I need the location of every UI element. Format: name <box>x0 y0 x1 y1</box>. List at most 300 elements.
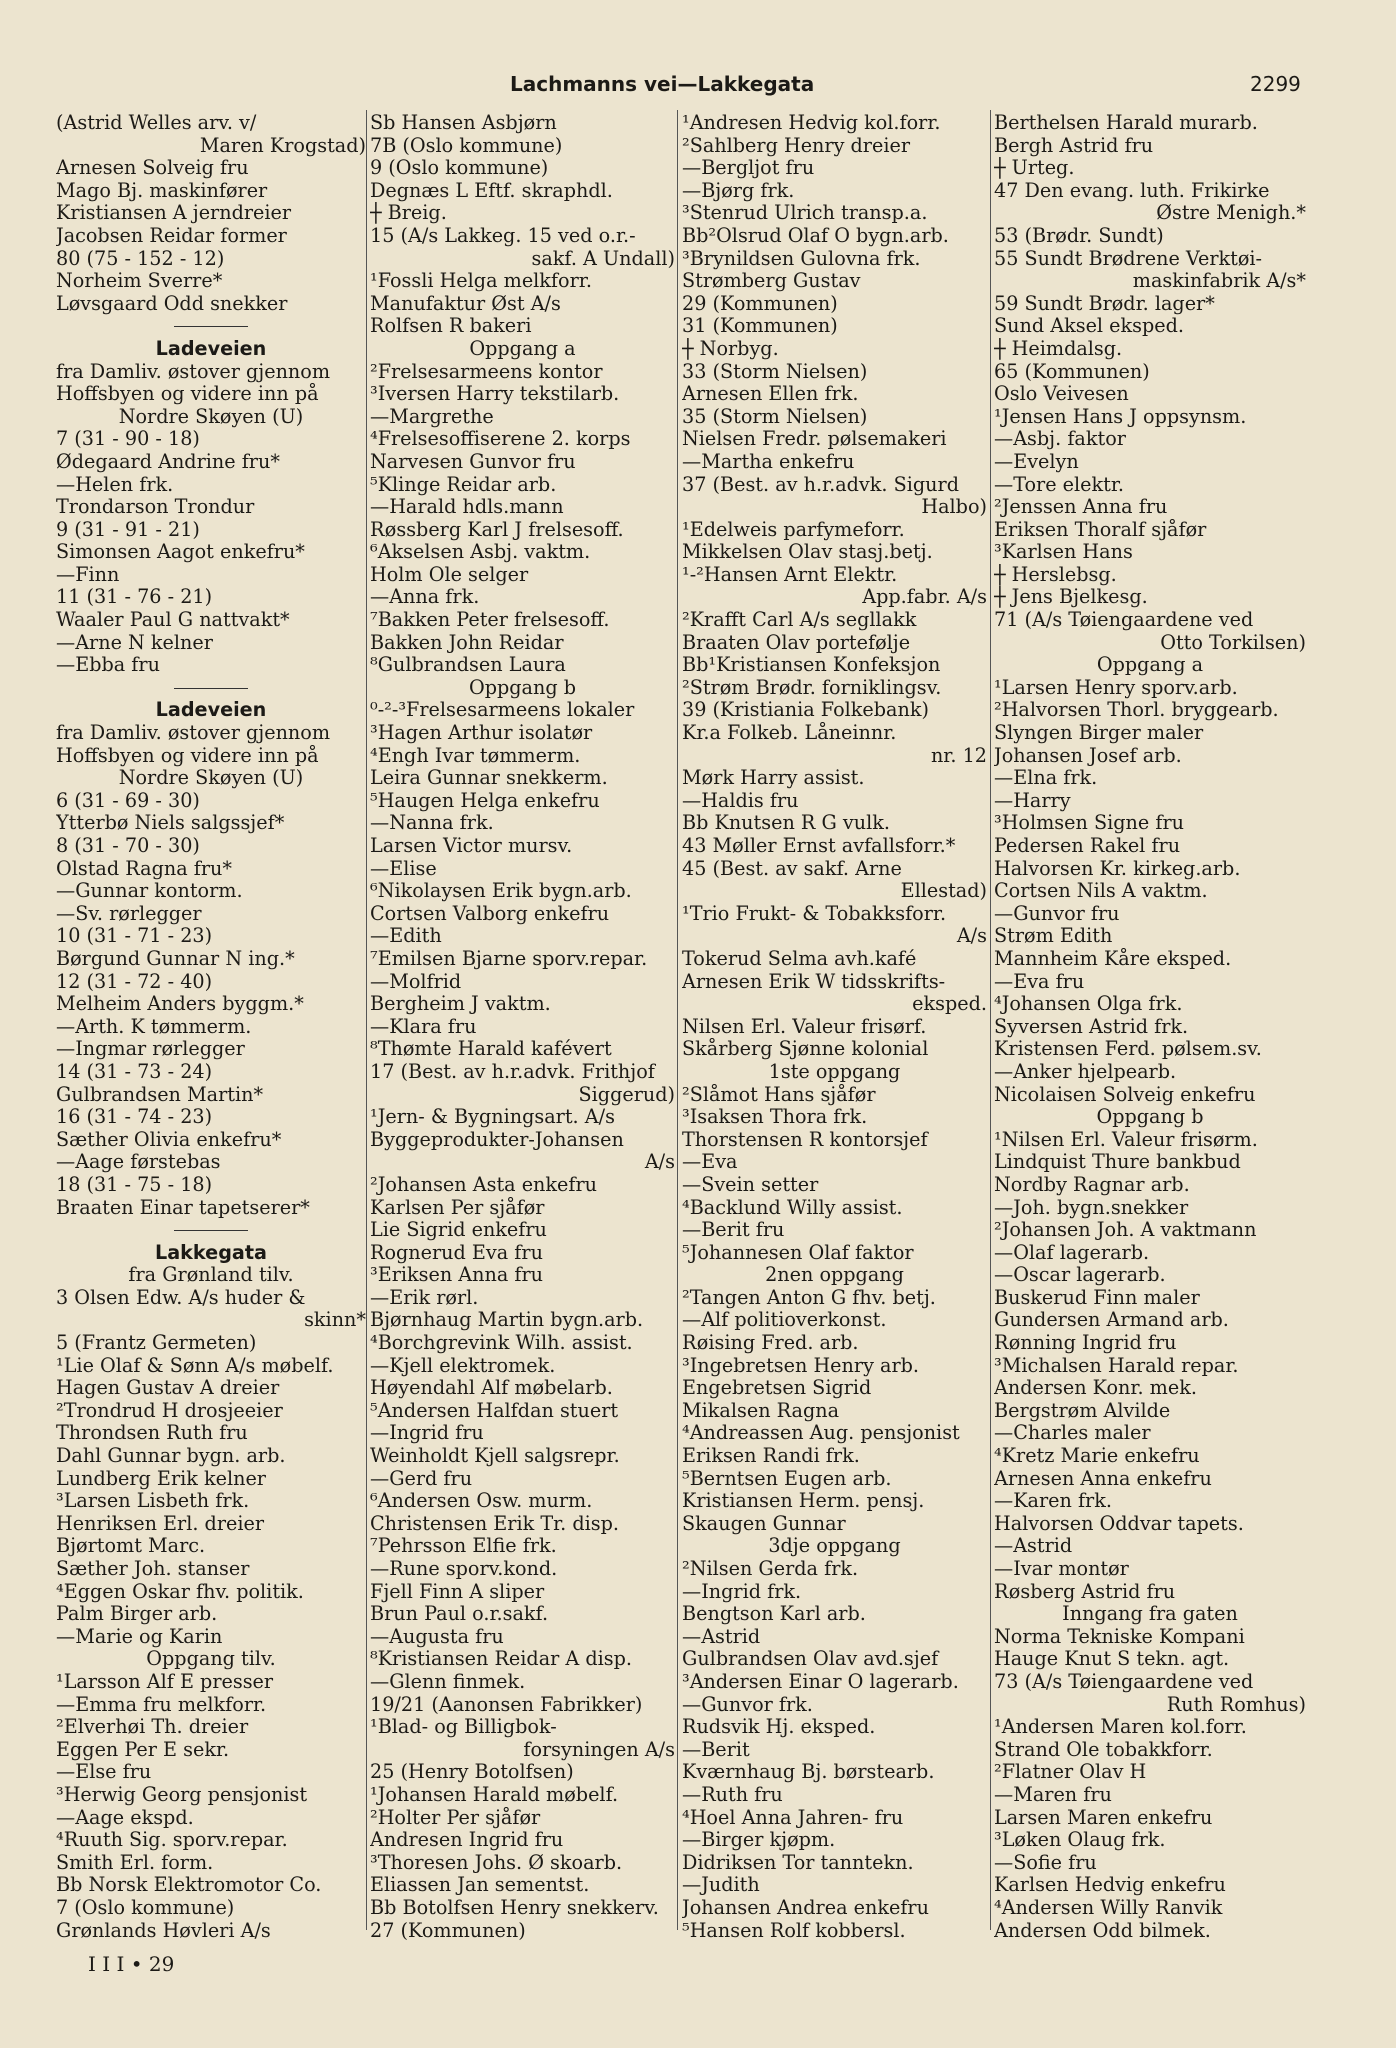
directory-line: —Oscar lagerarb. <box>994 1264 1166 1287</box>
directory-line: ³Brynildsen Gulovna frk. <box>682 247 921 270</box>
directory-line: skinn* <box>304 1309 366 1332</box>
directory-line: eksped. <box>912 993 987 1016</box>
directory-line: Christensen Erik Tr. disp. <box>370 1512 620 1535</box>
directory-line: —Marie og Karin <box>56 1625 223 1648</box>
directory-line: —Erik rørl. <box>370 1286 479 1309</box>
directory-line: ⁴Andersen Willy Ranvik <box>994 1896 1223 1919</box>
directory-line: ³Michalsen Harald repar. <box>994 1354 1239 1377</box>
directory-line: A/s <box>644 1151 675 1174</box>
directory-column-1 <box>56 112 366 1942</box>
directory-line: Trondarson Trondur <box>56 496 255 519</box>
directory-line: Røsberg Astrid fru <box>994 1580 1176 1603</box>
directory-line: —Joh. bygn.snekker <box>994 1196 1189 1219</box>
directory-line: 8 (31 - 70 - 30) <box>56 835 200 857</box>
directory-line: ³Iversen Harry tekstilarb. <box>370 383 620 406</box>
directory-line: 35 (Storm Nielsen) <box>682 405 868 428</box>
directory-line: Arnesen Erik W tidsskrifts- <box>682 970 946 993</box>
directory-line: Ødegaard Andrine fru* <box>56 450 280 473</box>
directory-line: ²Trondrud H drosjeeier <box>56 1399 283 1422</box>
directory-line: ⁴Eggen Oskar fhv. politik. <box>56 1580 304 1603</box>
directory-line: Larsen Maren enkefru <box>994 1806 1213 1829</box>
directory-line: Melheim Anders byggm.* <box>56 993 304 1016</box>
directory-line: Bb Botolfsen Henry snekkerv. <box>370 1896 659 1919</box>
directory-line: ┼ Norbyg. <box>682 337 779 360</box>
directory-line: —Harry <box>994 789 1071 812</box>
directory-line: Røising Fred. arb. <box>682 1332 859 1355</box>
directory-line: Arnesen Anna enkefru <box>994 1467 1212 1490</box>
directory-line: ¹Jern- & Bygningsart. A/s <box>370 1106 615 1129</box>
directory-line: —Ivar montør <box>994 1558 1129 1580</box>
directory-line: Weinholdt Kjell salgsrepr. <box>370 1445 620 1468</box>
directory-line: ²Flatner Olav H <box>994 1761 1147 1784</box>
directory-line: —Nanna frk. <box>370 812 494 835</box>
directory-line: ¹Andersen Maren kol.forr. <box>994 1716 1247 1739</box>
directory-line: ³Stenrud Ulrich transp.a. <box>682 202 928 225</box>
column-divider <box>366 110 367 1930</box>
directory-line: Bb¹Kristiansen Konfeksjon <box>682 654 941 677</box>
directory-line: ┼ Herslebsg. <box>994 563 1117 586</box>
directory-line: Bb²Olsrud Olaf O bygn.arb. <box>682 224 949 247</box>
directory-line: Bjørtomt Marc. <box>56 1535 206 1558</box>
directory-line: ┼ Breig. <box>370 202 447 225</box>
directory-line: —Elise <box>370 857 437 880</box>
directory-line: ⁴Hoel Anna Jahren- fru <box>682 1806 904 1829</box>
directory-line: 18 (31 - 75 - 18) <box>56 1173 213 1196</box>
directory-line: 15 (A/s Lakkeg. 15 ved o.r.- <box>370 224 636 247</box>
directory-line: Lie Sigrid enkefru <box>370 1219 547 1242</box>
directory-line: ²Tangen Anton G fhv. betj. <box>682 1286 936 1309</box>
directory-line: 11 (31 - 76 - 21) <box>56 586 213 609</box>
directory-line: ³Eriksen Anna fru <box>370 1264 544 1287</box>
directory-line: ⁴Engh Ivar tømmerm. <box>370 744 581 767</box>
directory-line: —Karen frk. <box>994 1490 1112 1513</box>
directory-line: 14 (31 - 73 - 24) <box>56 1060 213 1083</box>
directory-line: Østre Menigh.* <box>1156 202 1306 225</box>
directory-line: Simonsen Aagot enkefru* <box>56 541 305 564</box>
directory-line: Mikalsen Ragna <box>682 1399 840 1422</box>
directory-line: —Helen frk. <box>56 473 174 496</box>
directory-line: ¹Blad- og Billigbok- <box>370 1716 557 1739</box>
directory-line: Syversen Astrid frk. <box>994 1015 1189 1038</box>
directory-line: Byggeprodukter-Johansen <box>370 1128 624 1151</box>
directory-line: Mørk Harry assist. <box>682 767 865 790</box>
directory-line: Nordre Skøyen (U) <box>118 405 304 428</box>
directory-line: ³Thoresen Johs. Ø skoarb. <box>370 1851 623 1874</box>
directory-line: —Eva <box>682 1151 738 1174</box>
directory-line: Andresen Ingrid fru <box>370 1829 564 1852</box>
directory-line: ²Johansen Joh. A vaktmann <box>994 1219 1257 1242</box>
directory-line: App.fabr. A/s <box>862 586 987 609</box>
directory-line: 53 (Brødr. Sundt) <box>994 224 1164 247</box>
directory-line: Oppgang a <box>1096 654 1204 677</box>
directory-line: Maren Krogstad) <box>199 134 366 157</box>
directory-line: Halvorsen Oddvar tapets. <box>994 1512 1244 1535</box>
directory-line: Hoffsbyen og videre inn på <box>56 744 319 767</box>
directory-line: 17 (Best. av h.r.advk. Frithjof <box>370 1060 655 1083</box>
directory-line: ⁴Andreassen Aug. pensjonist <box>682 1422 960 1445</box>
directory-line: —Arth. K tømmerm. <box>56 1015 252 1038</box>
directory-line: 9 (31 - 91 - 21) <box>56 518 200 541</box>
directory-line: 65 (Kommunen) <box>994 360 1150 383</box>
directory-line: 2nen oppgang <box>765 1264 904 1287</box>
column-divider <box>990 110 991 1930</box>
directory-line: Halbo) <box>921 496 987 519</box>
directory-line: ⁵Andersen Halfdan stuert <box>370 1399 619 1422</box>
directory-line: maskinfabrik A/s* <box>1132 270 1306 293</box>
directory-line: Didriksen Tor tanntekn. <box>682 1851 914 1874</box>
directory-line: Narvesen Gunvor fru <box>370 450 576 473</box>
directory-line: Norma Tekniske Kompani <box>994 1625 1245 1648</box>
directory-line: Rudsvik Hj. eksped. <box>682 1716 876 1739</box>
directory-line: 45 (Best. av sakf. Arne <box>682 857 902 880</box>
directory-line: Gulbrandsen Martin* <box>56 1083 264 1106</box>
directory-line: Johansen Josef arb. <box>994 744 1182 767</box>
directory-line: —Alf politioverkonst. <box>682 1309 887 1332</box>
directory-line: —Aage førstebas <box>56 1151 221 1174</box>
directory-line: 25 (Henry Botolfsen) <box>370 1761 574 1784</box>
directory-column-3 <box>682 112 987 1942</box>
directory-line: —Tore elektr. <box>994 473 1125 496</box>
directory-line: Fjell Finn A sliper <box>370 1580 545 1603</box>
directory-line: —Gerd fru <box>370 1467 473 1490</box>
directory-line: ⁵Hansen Rolf kobbersl. <box>682 1919 906 1942</box>
directory-line: Berthelsen Harald murarb. <box>994 112 1258 134</box>
directory-line: 19/21 (Aanonsen Fabrikker) <box>370 1693 643 1716</box>
street-heading: Ladeveien <box>155 337 267 360</box>
directory-line: ⁰-²-³Frelsesarmeens lokaler <box>370 699 635 722</box>
directory-line: —Margrethe <box>370 405 494 428</box>
directory-line: Bakken John Reidar <box>370 631 564 654</box>
directory-line: Oppgang b <box>1096 1106 1204 1129</box>
directory-line: Bb Norsk Elektromotor Co. <box>56 1874 322 1897</box>
directory-line: ⁴Backlund Willy assist. <box>682 1196 903 1219</box>
directory-line: Nilsen Erl. Valeur frisørf. <box>682 1015 927 1038</box>
directory-line: —Charles maler <box>994 1422 1151 1445</box>
directory-line: —Gunvor frk. <box>682 1693 813 1716</box>
directory-line: ┼ Jens Bjelkesg. <box>994 586 1148 609</box>
directory-line: ┼ Urteg. <box>994 157 1075 180</box>
directory-line: Holm Ole selger <box>370 563 529 586</box>
directory-line: —Sofie fru <box>994 1851 1097 1874</box>
directory-line: Rognerud Eva fru <box>370 1241 543 1264</box>
directory-line: ⁶Akselsen Asbj. vaktm. <box>370 541 591 564</box>
directory-line: 16 (31 - 74 - 23) <box>56 1106 213 1129</box>
directory-line: —Gunvor fru <box>994 902 1120 925</box>
directory-line: —Rune sporv.kond. <box>370 1558 558 1580</box>
street-heading: Ladeveien <box>155 699 267 722</box>
directory-line: 7B (Oslo kommune) <box>370 134 563 157</box>
directory-line: 71 (A/s Tøiengaardene ved <box>994 609 1254 632</box>
directory-line: ²Slåmot Hans sjåfør <box>682 1083 876 1106</box>
page-footer: I I I • 29 <box>88 1952 175 1976</box>
directory-line: Rolfsen R bakeri <box>370 315 532 338</box>
directory-line: Lundberg Erik kelner <box>56 1467 266 1490</box>
directory-line: 5 (Frantz Germeten) <box>56 1332 257 1355</box>
street-heading: Lakkegata <box>155 1241 267 1264</box>
directory-line: 29 (Kommunen) <box>682 292 838 315</box>
directory-line: Bb Knutsen R G vulk. <box>682 812 890 835</box>
directory-line: —Bjørg frk. <box>682 179 795 202</box>
directory-line: —Maren fru <box>994 1783 1112 1806</box>
directory-line: Andersen Odd bilmek. <box>994 1919 1211 1942</box>
directory-line: ²Frelsesarmeens kontor <box>370 360 603 383</box>
directory-line: Oppgang tilv. <box>146 1648 276 1671</box>
directory-line: ⁵Johannesen Olaf faktor <box>682 1241 914 1264</box>
directory-line: ¹Larsen Henry sporv.arb. <box>994 676 1238 699</box>
directory-line: Gulbrandsen Olav avd.sjef <box>682 1648 939 1671</box>
directory-line: Bergstrøm Alvilde <box>994 1399 1171 1422</box>
directory-line: Ytterbø Niels salgssjef* <box>56 812 285 835</box>
directory-line: Dahl Gunnar bygn. arb. <box>56 1445 286 1468</box>
directory-line: Braaten Einar tapetserer* <box>56 1196 310 1219</box>
directory-line: Røssberg Karl J frelsesoff. <box>370 518 624 541</box>
directory-line: Skaugen Gunnar <box>682 1512 846 1535</box>
directory-line: 6 (31 - 69 - 30) <box>56 789 200 812</box>
directory-line: Eriksen Thoralf sjåfør <box>994 518 1207 541</box>
directory-line: Halvorsen Kr. kirkeg.arb. <box>994 857 1241 880</box>
directory-line: Kristensen Ferd. pølsem.sv. <box>994 1038 1262 1061</box>
directory-line: Larsen Victor mursv. <box>370 835 573 857</box>
directory-line: ⁸Kristiansen Reidar A disp. <box>370 1648 633 1671</box>
directory-line: sakf. A Undall) <box>531 247 675 270</box>
directory-line: Henriksen Erl. dreier <box>56 1512 265 1535</box>
directory-line: —Edith <box>370 925 442 948</box>
directory-line: Rønning Ingrid fru <box>994 1332 1177 1355</box>
directory-line: Manufaktur Øst A/s <box>370 292 561 315</box>
directory-line: 55 Sundt Brødrene Verktøi- <box>994 247 1263 270</box>
directory-line: Sund Aksel eksped. <box>994 315 1185 338</box>
directory-line: —Ruth fru <box>682 1783 783 1806</box>
directory-line: Gundersen Armand arb. <box>994 1309 1229 1332</box>
directory-line: —Martha enkefru <box>682 450 855 473</box>
directory-line: Strøm Edith <box>994 925 1113 948</box>
directory-line: 33 (Storm Nielsen) <box>682 360 868 383</box>
directory-line: Eriksen Randi frk. <box>682 1445 860 1468</box>
directory-line: 1ste oppgang <box>768 1060 901 1083</box>
directory-line: 7 (Oslo kommune) <box>56 1896 235 1919</box>
directory-line: ⁷Emilsen Bjarne sporv.repar. <box>370 947 648 970</box>
directory-line: ⁴Ruuth Sig. sporv.repar. <box>56 1829 288 1852</box>
directory-line: —Elna frk. <box>994 767 1098 790</box>
directory-line: 7 (31 - 90 - 18) <box>56 428 200 451</box>
directory-line: ¹Johansen Harald møbelf. <box>370 1783 619 1806</box>
directory-line: ¹Andresen Hedvig kol.forr. <box>682 112 941 134</box>
directory-line: —Judith <box>682 1874 760 1897</box>
directory-line: ⁴Borchgrevink Wilh. assist. <box>370 1332 633 1355</box>
directory-line: ³Karlsen Hans <box>994 541 1133 564</box>
directory-line: 10 (31 - 71 - 23) <box>56 925 213 948</box>
directory-line: Oslo Veivesen <box>994 383 1129 406</box>
directory-line: Norheim Sverre* <box>56 270 223 293</box>
directory-line: Løvsgaard Odd snekker <box>56 292 288 315</box>
directory-line: —Ingrid fru <box>370 1422 484 1445</box>
directory-line: —Ingrid frk. <box>682 1580 802 1603</box>
directory-line: Høyendahl Alf møbelarb. <box>370 1377 613 1400</box>
directory-line: —Olaf lagerarb. <box>994 1241 1150 1264</box>
directory-line: ⁵Haugen Helga enkefru <box>370 789 600 812</box>
directory-line: Ellestad) <box>900 880 987 903</box>
directory-line: nr. 12 <box>930 744 987 767</box>
directory-line: A/s <box>956 925 987 948</box>
directory-line: ²Halvorsen Thorl. bryggearb. <box>994 699 1279 722</box>
directory-line: Hauge Knut S tekn. agt. <box>994 1648 1230 1671</box>
directory-line: Bergh Astrid fru <box>994 134 1154 157</box>
directory-line: 27 (Kommunen) <box>370 1919 526 1942</box>
directory-line: Karlsen Hedvig enkefru <box>994 1874 1226 1897</box>
directory-line: fra Grønland tilv. <box>128 1264 294 1287</box>
directory-line: ³Løken Olaug frk. <box>994 1829 1166 1852</box>
directory-line: Mikkelsen Olav stasj.betj. <box>682 541 933 564</box>
directory-line: —Anker hjelpearb. <box>994 1060 1177 1083</box>
directory-line: Nordby Ragnar arb. <box>994 1173 1190 1196</box>
directory-line: Kr.a Folkeb. Låneinnr. <box>682 722 897 745</box>
directory-line: ¹Trio Frukt- & Tobakksforr. <box>682 902 947 925</box>
directory-line: —Evelyn <box>994 450 1079 473</box>
directory-line: Skårberg Sjønne kolonial <box>682 1038 929 1061</box>
directory-line: Otto Torkilsen) <box>1160 631 1306 654</box>
directory-line: ¹-²Hansen Arnt Elektr. <box>682 563 898 586</box>
directory-line: Oppgang a <box>469 337 576 360</box>
directory-line: Buskerud Finn maler <box>994 1286 1200 1309</box>
directory-line: ³Herwig Georg pensjonist <box>56 1783 308 1806</box>
directory-line: Hoffsbyen og videre inn på <box>56 383 319 406</box>
directory-line: Slyngen Birger maler <box>994 722 1204 745</box>
directory-line: Hagen Gustav A dreier <box>56 1377 280 1400</box>
directory-line: ³Andersen Einar O lagerarb. <box>682 1670 959 1693</box>
directory-line: Børgund Gunnar N ing.* <box>56 947 295 970</box>
directory-line: ¹Jensen Hans J oppsynsm. <box>994 405 1247 428</box>
directory-line: Leira Gunnar snekkerm. <box>370 767 608 790</box>
directory-line: Arnesen Ellen frk. <box>682 383 859 406</box>
directory-line: Strømberg Gustav <box>682 270 861 293</box>
directory-line: ¹Edelweis parfymeforr. <box>682 518 905 541</box>
directory-line: Bergheim J vaktm. <box>370 993 551 1016</box>
directory-line: Sæther Olivia enkefru* <box>56 1128 282 1151</box>
directory-line: Inngang fra gaten <box>1062 1603 1238 1626</box>
directory-line: (Astrid Welles arv. v/ <box>56 112 257 134</box>
directory-line: ⁴Frelsesoffiserene 2. korps <box>370 428 631 451</box>
directory-line: —Emma fru melkforr. <box>56 1693 267 1716</box>
directory-line: 12 (31 - 72 - 40) <box>56 970 213 993</box>
directory-line: Jacobsen Reidar former <box>56 224 287 247</box>
directory-line: —Astrid <box>682 1625 761 1648</box>
directory-line: 37 (Best. av h.r.advk. Sigurd <box>682 473 959 496</box>
directory-line: Palm Birger arb. <box>56 1603 218 1626</box>
directory-line: ²Krafft Carl A/s segllakk <box>682 609 917 632</box>
directory-line: ┼ Heimdalsg. <box>994 337 1123 360</box>
directory-line: —Molfrid <box>370 970 462 993</box>
directory-line: Lindquist Thure bankbud <box>994 1151 1241 1174</box>
directory-line: 43 Møller Ernst avfallsforr.* <box>682 835 956 857</box>
directory-line: ⁶Andersen Osw. murm. <box>370 1490 593 1513</box>
directory-line: Tokerud Selma avh.kafé <box>682 947 917 970</box>
directory-line: fra Damliv. østover gjennom <box>56 360 331 383</box>
page-number: 2299 <box>1250 72 1301 96</box>
directory-line: ⁴Johansen Olga frk. <box>994 993 1183 1016</box>
directory-line: —Sv. rørlegger <box>56 902 202 925</box>
directory-line: ³Holmsen Signe fru <box>994 812 1184 835</box>
section-divider <box>56 315 366 338</box>
directory-line: —Svein setter <box>682 1173 819 1196</box>
directory-line: 39 (Kristiania Folkebank) <box>682 699 929 722</box>
directory-line: ¹Nilsen Erl. Valeur frisørm. <box>994 1128 1258 1151</box>
directory-line: ²Nilsen Gerda frk. <box>682 1558 859 1580</box>
directory-line: ⁵Klinge Reidar arb. <box>370 473 557 496</box>
directory-line: Eliassen Jan sementst. <box>370 1874 590 1897</box>
directory-line: Ruth Romhus) <box>1166 1693 1306 1716</box>
directory-line: —Glenn finmek. <box>370 1670 526 1693</box>
directory-line: ⁴Kretz Marie enkefru <box>994 1445 1200 1468</box>
directory-line: Grønlands Høvleri A/s <box>56 1919 271 1942</box>
directory-line: Sb Hansen Asbjørn <box>370 112 557 134</box>
directory-line: —Haldis fru <box>682 789 799 812</box>
column-divider <box>677 110 678 1930</box>
directory-line: —Finn <box>56 563 120 586</box>
directory-line: 9 (Oslo kommune) <box>370 157 549 180</box>
directory-line: —Harald hdls.mann <box>370 496 564 519</box>
directory-line: Sæther Joh. stanser <box>56 1558 250 1580</box>
directory-line: ⁸Gulbrandsen Laura <box>370 654 566 677</box>
directory-line: Engebretsen Sigrid <box>682 1377 872 1400</box>
directory-line: 59 Sundt Brødr. lager* <box>994 292 1215 315</box>
directory-line: Oppgang b <box>468 676 577 699</box>
section-divider <box>56 1219 366 1242</box>
directory-line: Braaten Olav portefølje <box>682 631 911 654</box>
directory-line: 3 Olsen Edw. A/s huder & <box>56 1286 306 1309</box>
directory-line: —Anna frk. <box>370 586 480 609</box>
directory-line: Throndsen Ruth fru <box>56 1422 248 1445</box>
directory-line: Karlsen Per sjåfør <box>370 1196 545 1219</box>
directory-line: —Augusta fru <box>370 1625 504 1648</box>
directory-line: Kristiansen Herm. pensj. <box>682 1490 925 1513</box>
page-title: Lachmanns vei—Lakkegata <box>510 72 815 96</box>
directory-line: ³Hagen Arthur isolatør <box>370 722 593 745</box>
directory-line: Nordre Skøyen (U) <box>118 767 304 790</box>
directory-line: —Aage ekspd. <box>56 1806 194 1829</box>
directory-line: ⁷Pehrsson Elfie frk. <box>370 1535 557 1558</box>
directory-line: 80 (75 - 152 - 12) <box>56 247 225 270</box>
directory-line: Bjørnhaug Martin bygn.arb. <box>370 1309 644 1332</box>
directory-line: Mago Bj. maskinfører <box>56 179 268 202</box>
directory-line: —Berit <box>682 1738 750 1761</box>
directory-line: ¹Fossli Helga melkforr. <box>370 270 592 293</box>
directory-line: Kværnhaug Bj. børstearb. <box>682 1761 935 1784</box>
directory-line: Arnesen Solveig fru <box>56 157 249 180</box>
directory-line: ³Larsen Lisbeth frk. <box>56 1490 250 1513</box>
directory-line: —Eva fru <box>994 970 1085 993</box>
directory-line: —Birger kjøpm. <box>682 1829 836 1852</box>
directory-line: Nielsen Fredr. pølsemakeri <box>682 428 947 451</box>
directory-line: ⁷Bakken Peter frelsesoff. <box>370 609 610 632</box>
directory-column-2 <box>370 112 675 1942</box>
directory-line: Cortsen Valborg enkefru <box>370 902 610 925</box>
directory-line: ³Isaksen Thora frk. <box>682 1106 868 1129</box>
directory-line: ²Jenssen Anna fru <box>994 496 1168 519</box>
directory-line: Kristiansen A jerndreier <box>56 202 292 225</box>
directory-line: —Ingmar rørlegger <box>56 1038 245 1061</box>
directory-line: Waaler Paul G nattvakt* <box>56 609 290 632</box>
directory-line: 3dje oppgang <box>768 1535 901 1558</box>
section-divider <box>56 677 366 700</box>
directory-column-4 <box>994 112 1306 1942</box>
directory-line: Mannheim Kåre eksped. <box>994 947 1232 970</box>
directory-line: —Ebba fru <box>56 654 160 677</box>
directory-line: —Berit fru <box>682 1219 785 1242</box>
directory-line: Nicolaisen Solveig enkefru <box>994 1083 1256 1106</box>
directory-line: Brun Paul o.r.sakf. <box>370 1603 549 1626</box>
directory-line: —Kjell elektromek. <box>370 1354 556 1377</box>
directory-line: —Else fru <box>56 1761 152 1784</box>
